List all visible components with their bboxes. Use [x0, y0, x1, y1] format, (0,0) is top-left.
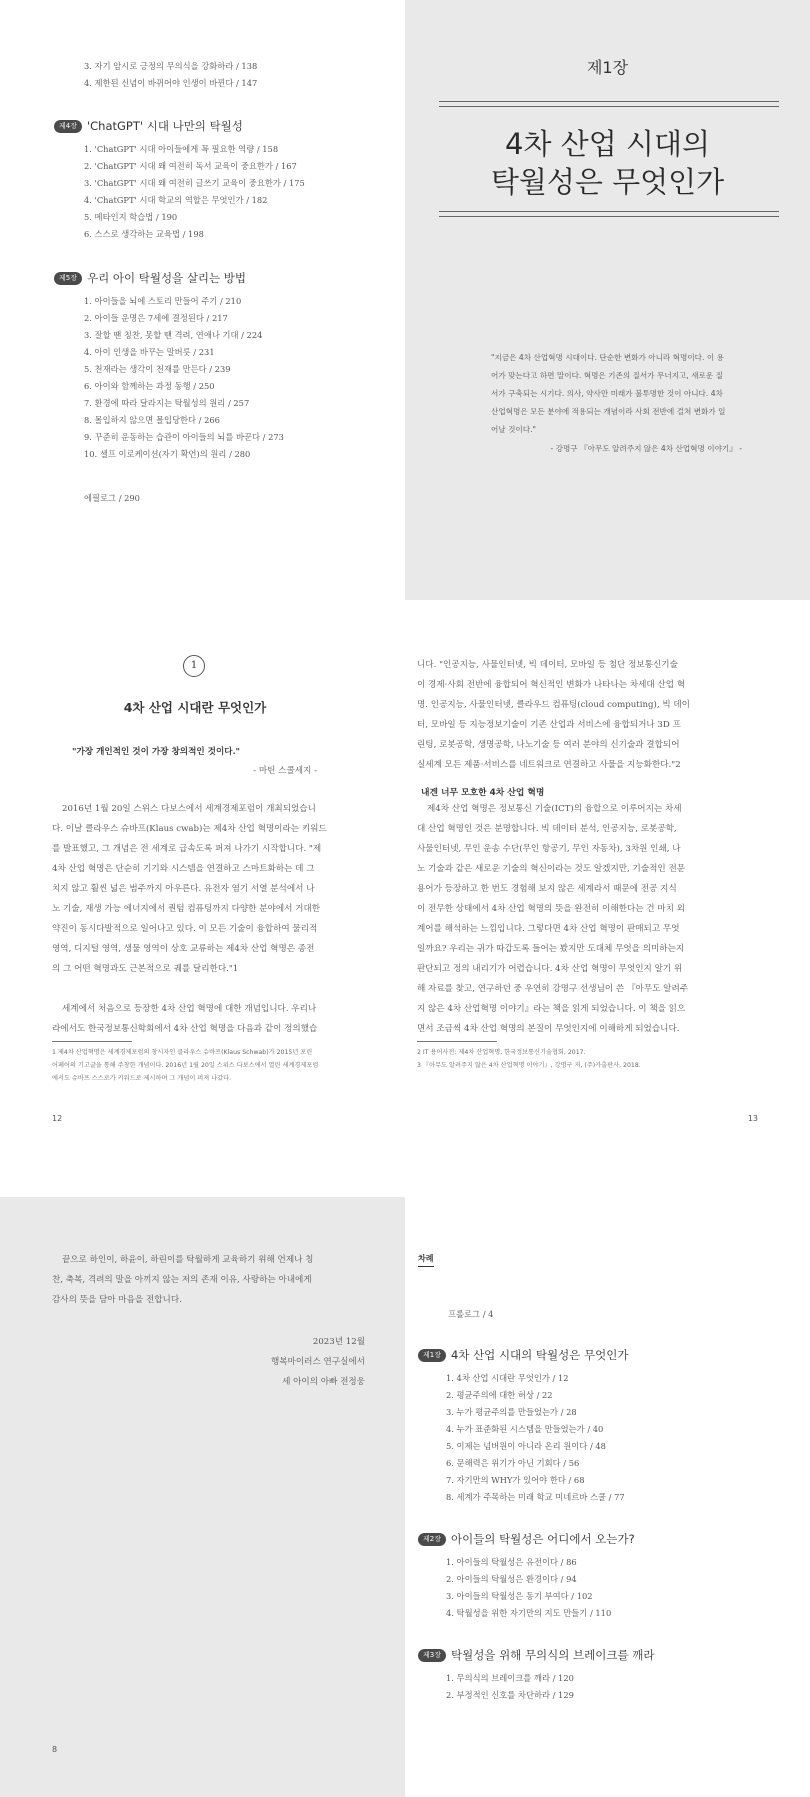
- toc-page-right: [405, 1197, 810, 1797]
- section-number: 1: [190, 660, 198, 671]
- body-text-line: 사물인터넷, 무인 운송 수단(무인 항공기, 무인 자동차), 3차원 인쇄, 나: [417, 844, 681, 854]
- chapter-title-line-2: 탁월성은 무엇인가: [490, 165, 725, 199]
- toc-item: 6. 문해력은 위기가 아닌 기회다 / 56: [446, 1458, 580, 1468]
- body-text-line: 면서 조금씩 4차 산업 혁명의 본질이 무엇인지에 이해하게 되었습니다.: [417, 1024, 680, 1034]
- chapter-title: 탁월성을 위해 무의식의 브레이크를 깨라: [450, 1648, 655, 1662]
- body-text-line: 약진이 동시다발적으로 일어나고 있다. 이 모든 기술이 융합하여 물리적: [52, 924, 318, 934]
- toc-item: 3. 누가 평균주의를 만들었는가 / 28: [446, 1407, 577, 1417]
- toc-item: 4. 아이 인생을 바꾸는 말버릇 / 231: [84, 347, 215, 357]
- title-rule-bottom-1: [439, 211, 779, 212]
- chapter-title: 우리 아이 탁월성을 살리는 방법: [86, 271, 247, 285]
- chapter-badge: 제4장: [54, 120, 82, 133]
- toc-chapter-3: [418, 1647, 654, 1663]
- chapter-badge: 제2장: [418, 1533, 446, 1546]
- title-rule-bottom-2: [439, 216, 779, 217]
- body-text-line: 감사의 뜻을 담아 마음을 전합니다.: [52, 1295, 182, 1305]
- prologue-end-page: [0, 1197, 405, 1797]
- toc-item: 8. 몰입하지 않으면 몰입당한다 / 266: [84, 415, 220, 425]
- toc-item: 2. 'ChatGPT' 시대 왜 여전히 독서 교육이 중요한가 / 167: [84, 161, 297, 171]
- body-text-line: 니다. "인공지능, 사물인터넷, 빅 데이터, 모바일 등 첨단 정보통신기술: [417, 660, 678, 670]
- toc-item: 3. 'ChatGPT' 시대 왜 여전히 글쓰기 교육이 중요한가 / 175: [84, 178, 305, 188]
- body-text-line: 이 경제·사회 전반에 융합되어 혁신적인 변화가 나타나는 차세대 산업 혁: [417, 680, 686, 690]
- chapter-badge: 제3장: [418, 1649, 446, 1662]
- toc-item: 4. 누가 표준화된 시스템을 만들었는가 / 40: [446, 1424, 604, 1434]
- section-title: 4차 산업 시대란 무엇인가: [123, 700, 267, 715]
- chapter-title: 'ChatGPT' 시대 나만의 탁월성: [86, 119, 243, 133]
- subheading: 내겐 너무 모호한 4차 산업 혁명: [421, 788, 545, 798]
- chapter-opener-page: [405, 0, 810, 600]
- body-text-line: 노 기술, 재생 가능 에너지에서 퀀텀 컴퓨팅까지 다양한 분야에서 거대한: [52, 904, 321, 914]
- toc-item: 1. 4차 산업 시대란 무엇인가 / 12: [446, 1373, 569, 1383]
- body-text-line: 이 전무한 상태에서 4차 산업 혁명의 뜻을 완전히 이해한다는 건 마치 외: [417, 904, 685, 914]
- epigraph-line: 어가 맞는다고 하면 말이다. 혁명은 기존의 질서가 무너지고, 새로운 질: [491, 371, 723, 380]
- toc-chapter-5: [54, 270, 246, 286]
- body-text-line: 린팅, 로봇공학, 생명공학, 나노기술 등 여러 분야의 신기술과 결합되어: [417, 740, 680, 750]
- body-text-line: 제4차 산업 혁명은 정보통신 기술(ICT)의 융합으로 이루어지는 차세: [427, 804, 682, 814]
- toc-label: 차례: [418, 1254, 434, 1263]
- body-text-line: 노 기술과 같은 새로운 기술의 혁신이라는 것도 알겠지만, 기술적인 전문: [417, 864, 686, 874]
- footnote-line: 어페어의 기고글을 통해 주창한 개념이다. 2016년 1월 20일 스위스 다보스에서 열린 세계경제포럼: [52, 1062, 319, 1069]
- epigraph-line: 산업혁명은 모든 분야에 적용되는 개념이라 사회 전반에 걸쳐 변화가 일: [491, 407, 726, 416]
- body-text-line: 4차 산업 혁명은 단순히 기기와 시스템을 연결하고 스마트화하는 데 그: [52, 864, 315, 874]
- toc-chapter-2: [418, 1531, 635, 1547]
- toc-item: 7. 자기만의 WHY가 있어야 한다 / 68: [446, 1475, 585, 1485]
- footnote-rule: [52, 1041, 132, 1042]
- body-page-13: [405, 600, 810, 1200]
- toc-item: 1. 아이들의 탁월성은 유전이다 / 86: [446, 1557, 577, 1567]
- toc-item: 6. 아이와 함께하는 과정 동행 / 250: [84, 381, 215, 391]
- body-text-line: 용어가 등장하고 한 번도 경험해 보지 않은 세계라서 때문에 전공 지식: [417, 884, 677, 894]
- toc-item: 9. 꾸준히 운동하는 습관이 아이들의 뇌를 바꾼다 / 273: [84, 432, 284, 442]
- epigraph-line: "지금은 4차 산업혁명 시대이다. 단순한 변화가 아니라 혁명이다. 이 용: [491, 353, 724, 362]
- body-text-line: 지 않은 4차 산업혁명 이야기』라는 책을 읽게 되었습니다. 이 책을 읽으: [417, 1004, 686, 1014]
- body-text-line: 실세계 모든 제품·서비스를 네트워크로 연결하고 사물을 지능화한다."2: [417, 760, 681, 770]
- toc-chapter-1: [418, 1347, 628, 1363]
- toc-item: 8. 세계가 주목하는 미래 학교 미네르바 스쿨 / 77: [446, 1492, 625, 1502]
- toc-item: 2. 아이들의 탁월성은 환경이다 / 94: [446, 1574, 577, 1584]
- spread-3: [0, 1197, 810, 1797]
- body-text-line: 다. 이날 클라우스 슈바프(Klaus cwab)는 제4차 산업 혁명이라는 키워드: [52, 824, 327, 834]
- body-text-line: 판단되고 정의 내리기가 어렵습니다. 4차 산업 혁명이 무엇인지 알기 위: [417, 964, 683, 974]
- toc-item: 2. 부정적인 신호를 차단하라 / 129: [446, 1690, 574, 1700]
- page-number: 13: [747, 1114, 758, 1123]
- footnote-line: 3 『아무도 알려주지 않은 4차 산업혁명 이야기』, 강명구 저, (주)카출판사, 2018.: [417, 1062, 641, 1069]
- chapter-label: 제1장: [586, 58, 629, 77]
- toc-item: 5. 천재라는 생각이 천재를 만든다 / 239: [84, 364, 231, 374]
- footnote-line: 2 IT 용어사전: 제4차 산업혁명, 한국정보통신기술협회, 2017.: [417, 1049, 586, 1056]
- body-text-line: 영역, 디지털 영역, 생물 영역이 상호 교류하는 제4차 산업 혁명은 종전: [52, 944, 315, 954]
- chapter-title: 4차 산업 시대의 탁월성은 무엇인가: [450, 1348, 629, 1362]
- title-rule-top-1: [439, 101, 779, 102]
- toc-item: 3. 자기 암시로 긍정의 무의식을 강화하라 / 138: [84, 61, 258, 71]
- body-text-line: 치지 않고 훨씬 넓은 범주까지 아우른다. 유전자 염기 서열 분석에서 나: [52, 884, 315, 894]
- body-text-line: 를 발표했고, 그 개념은 전 세계로 급속도록 퍼져 나가기 시작합니다. "제: [52, 844, 322, 854]
- toc-item: 5. 메타인지 학습법 / 190: [84, 212, 178, 222]
- chapter-title: 아이들의 탁월성은 어디에서 오는가?: [450, 1532, 635, 1546]
- chapter-title-line-1: 4차 산업 시대의: [505, 127, 710, 161]
- chapter-badge: 제1장: [418, 1349, 446, 1362]
- toc-item: 2. 평균주의에 대한 허상 / 22: [446, 1390, 553, 1400]
- body-text-line: 의 그 어떤 혁명과도 근본적으로 궤를 달리한다."1: [52, 964, 239, 974]
- body-text-line: 세계에서 처음으로 등장한 4차 산업 혁명에 대한 개념입니다. 우리나: [62, 1004, 317, 1014]
- spread-1: [0, 0, 810, 600]
- footnote-rule: [417, 1041, 497, 1042]
- page-number: 8: [52, 1745, 58, 1754]
- toc-item: 7. 환경에 따라 달라지는 탁월성의 원리 / 257: [84, 398, 250, 408]
- footnote-line: 1 제4차 산업혁명은 세계경제포럼의 창시자인 클라우스 슈바프(Klaus Schwab)가 2015년 포린: [52, 1049, 313, 1056]
- toc-item: 1. 무의식의 브레이크를 깨라 / 120: [446, 1673, 574, 1683]
- body-text-line: 끝으로 하인이, 하윤이, 하린이를 탁월하게 교육하기 위해 언제나 칭: [62, 1255, 314, 1265]
- body-page-12: [0, 600, 405, 1200]
- toc-epilogue: 에필로그 / 290: [84, 493, 140, 503]
- spread-2: [0, 600, 810, 1200]
- toc-item: 1. 'ChatGPT' 시대 아이들에게 꼭 필요한 역량 / 158: [84, 144, 279, 154]
- toc-prologue: 프롤로그 / 4: [448, 1309, 494, 1319]
- body-text-line: 라에서도 한국정보통신학회에서 4차 산업 혁명을 다음과 같이 정의했습: [52, 1024, 318, 1034]
- body-text-line: 터, 모바일 등 지능정보기술이 기존 산업과 서비스에 융합되거나 3D 프: [417, 720, 681, 730]
- toc-item: 1. 아이들을 뇌에 스토리 만들어 주기 / 210: [84, 296, 242, 306]
- signature-place: 행복마이러스 연구실에서: [270, 1357, 365, 1367]
- chapter-badge: 제5장: [54, 272, 82, 285]
- body-text-line: 계어를 해석하는 느낌입니다. 그렇다면 4차 산업 혁명이 판매되고 무엇: [417, 924, 680, 934]
- body-text-line: 일까요? 우리는 귀가 따갑도록 들어는 봤지만 도대체 무엇을 의미하는지: [417, 944, 685, 954]
- body-text-line: 명. 인공지능, 사물인터넷, 클라우드 컴퓨팅(cloud computing), 빅 데이: [417, 700, 690, 710]
- toc-item: 4. 'ChatGPT' 시대 학교의 역할은 무엇인가 / 182: [84, 195, 268, 205]
- toc-item: 6. 스스로 생각하는 교육법 / 198: [84, 229, 204, 239]
- toc-chapter-4: [54, 118, 243, 134]
- toc-item: 2. 아이들 운명은 7세에 결정된다 / 217: [84, 313, 228, 323]
- toc-page-left: [0, 0, 405, 600]
- body-text-line: 해 자료를 찾고, 연구하던 중 우연히 강명구 선생님이 쓴 『아무도 알려주: [417, 984, 689, 994]
- body-text-line: 대 산업 혁명인 것은 분명합니다. 빅 데이터 분석, 인공지능, 로봇공학,: [417, 824, 677, 834]
- title-rule-top-2: [439, 106, 779, 107]
- toc-item: 3. 아이들의 탁월성은 동기 부여다 / 102: [446, 1591, 593, 1601]
- toc-item: 3. 잘할 땐 칭찬, 못할 땐 격려, 연애나 기대 / 224: [84, 330, 263, 340]
- page-number: 12: [52, 1114, 63, 1123]
- toc-item: 5. 이제는 넘버원이 아니라 온리 원이다 / 48: [446, 1441, 606, 1451]
- toc-label-underline: [418, 1266, 434, 1267]
- epigraph-source: - 마틴 스콜세지 -: [253, 766, 317, 776]
- epigraph-quote: "가장 개인적인 것이 가장 창의적인 것이다.": [72, 747, 241, 757]
- epigraph-line: 어날 것이다.": [491, 425, 536, 434]
- body-text-line: 2016년 1월 20일 스위스 다보스에서 세계경제포럼이 개최되었습니: [62, 804, 316, 814]
- signature-date: 2023년 12월: [312, 1337, 365, 1347]
- toc-item: 4. 탁월성을 위한 자기만의 지도 만들기 / 110: [446, 1608, 612, 1618]
- epigraph-line: 서가 구축되는 시기다. 의사, 약사만 미래가 불투명한 것이 아니다. 4차: [491, 389, 723, 398]
- footnote-line: 에서도 슈바프 스스로가 키워드로 제시하며 그 개념이 퍼져 나갔다.: [52, 1075, 232, 1082]
- epigraph-source: - 강명구 『아무도 알려주지 않은 4차 산업혁명 이야기』 -: [550, 444, 742, 453]
- signature-author: 세 아이의 아빠 전정웅: [282, 1377, 365, 1387]
- section-number-circle: [183, 655, 205, 677]
- toc-item: 10. 셀프 이로케이션(자기 확언)의 원리 / 280: [84, 449, 251, 459]
- body-text-line: 찬, 축복, 격려의 말을 아끼지 않는 저의 존재 이유, 사랑하는 아내에게: [52, 1275, 312, 1285]
- toc-item: 4. 제한된 신념이 바뀌어야 인생이 바뀐다 / 147: [84, 78, 258, 88]
